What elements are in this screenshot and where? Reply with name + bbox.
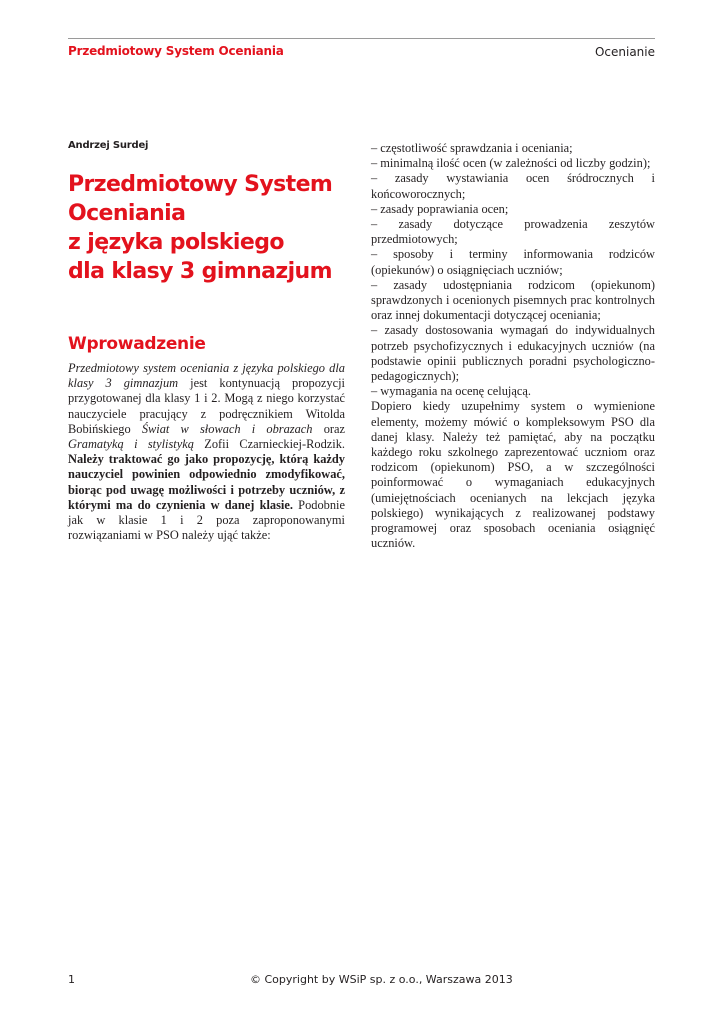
intro-paragraph — [68, 361, 345, 543]
book-title: Świat w słowach i obrazach — [141, 421, 313, 436]
list-item: – minimalną ilość ocen (w zależności od liczby godzin); — [371, 156, 651, 171]
author-name: Andrzej Surdej — [68, 140, 149, 151]
section-heading: Wprowadzenie — [68, 334, 206, 354]
list-item: – zasady udostępniania rodzicom (opiekunom) sprawdzonych i ocenionych pisemnych prac kontrolnych oraz innej dokumentacji dotyczącej oceniania; — [371, 277, 655, 323]
intro-text: Podobnie jak w klasie 1 i 2 poza zaproponowanymi rozwiązaniami w PSO należy ująć także: — [68, 497, 345, 543]
book-title: Gramatyką i stylistyką — [68, 437, 194, 452]
list-item: – zasady dostosowania wymagań do indywidualnych potrzeb psychofizycznych i edukacyjnych uczniów (na podstawie opinii publicznych poradni psychologiczno-pedagogicznych); — [371, 323, 655, 384]
header-rule — [68, 38, 655, 39]
intro-italic-text: Przedmiotowy system oceniania z języka polskiego dla klasy 3 gimnazjum — [68, 361, 345, 391]
header-series-title: Przedmiotowy System Oceniania — [68, 44, 284, 58]
title-line: dla klasy 3 gimnazjum — [68, 259, 332, 284]
list-item: – zasady dotyczące prowadzenia zeszytów przedmiotowych; — [371, 217, 655, 247]
header-section-label: Ocenianie — [594, 45, 655, 59]
intro-text: jest kontynuacją propozycji przygotowanej dla klasy 1 i 2. Mogą z niego korzystać nauczyciele pracujący z podręcznikiem Witolda Bobińskiego — [68, 376, 345, 436]
list-item: – wymagania na ocenę celującą. — [371, 384, 531, 399]
copyright-notice: © Copyright by WSiP sp. z o.o., Warszawa 2013 — [250, 973, 513, 986]
list-item: – częstotliwość sprawdzania i oceniania; — [371, 141, 573, 155]
title-line: Przedmiotowy System — [68, 172, 333, 197]
document-title — [68, 170, 358, 286]
right-column — [371, 141, 655, 551]
list-item: – zasady wystawiania ocen śródrocznych i końcoworocznych; — [371, 171, 655, 201]
list-item: – zasady poprawiania ocen; — [371, 201, 509, 216]
intro-text: oraz — [312, 421, 346, 436]
intro-text: Zofii Czarnieckiej-Rodzik. — [193, 437, 345, 452]
list-item: – sposoby i terminy informowania rodziców (opiekunów) o osiągnięciach uczniów; — [371, 247, 655, 277]
title-line: z języka polskiego — [68, 230, 284, 255]
closing-paragraph: Dopiero kiedy uzupełnimy system o wymienione elementy, możemy mówić o kompleksowym PSO dla danej klasy. Należy też pamiętać, aby na początku każdego roku szkolnego zaprezentować uczniom oraz rodzicom (opiekunom) PSO, a w szczególności poinformować o wymaganiach edukacyjnych (umiejętnościach ocenianych na lekcjach języka polskiego) wynikających z realizowanej podstawy programowej oraz sposobach oceniania osiągnięć uczniów. — [371, 399, 655, 551]
page-number: 1 — [68, 973, 75, 986]
title-line: Oceniania — [68, 201, 186, 226]
intro-bold-text: Należy traktować go jako propozycję, którą każdy nauczyciel powinien odpowiednio zmodyfikować, biorąc pod uwagę możliwości i potrzeby uczniów, z którymi ma do czynienia w danej klasie. — [68, 452, 345, 512]
